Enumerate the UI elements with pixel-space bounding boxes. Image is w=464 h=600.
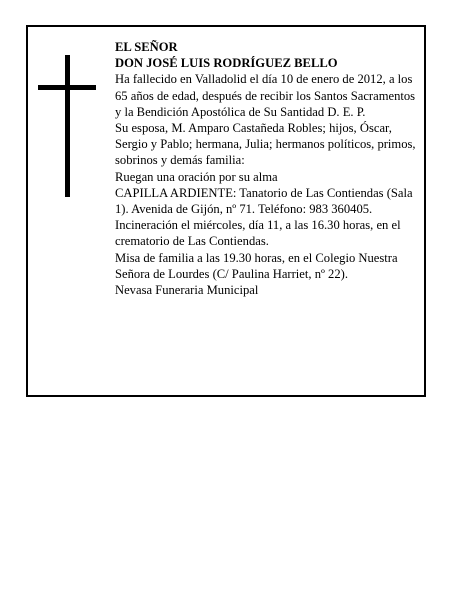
- prayer-request: Ruegan una oración por su alma: [115, 169, 278, 184]
- chapel-info: CAPILLA ARDIENTE: Tanatorio de Las Contiendas (Sala 1). Avenida de Gijón, nº 71. Teléfono: 983 360405.: [115, 185, 413, 217]
- obituary-text: [115, 39, 420, 298]
- mass-info: Misa de familia a las 19.30 horas, en el Colegio Nuestra Señora de Lourdes (C/ Paulina Harriet, nº 22).: [115, 250, 398, 281]
- latin-cross-icon: [38, 55, 96, 197]
- deceased-name: DON JOSÉ LUIS RODRÍGUEZ BELLO: [115, 56, 338, 71]
- cross-vertical-bar: [65, 55, 70, 197]
- cremation-info: Incineración el miércoles, día 11, a las 16.30 horas, en el crematorio de Las Contiendas.: [115, 218, 401, 249]
- death-announcement: Ha fallecido en Valladolid el día 10 de enero de 2012, a los 65 años de edad, después de recibir los Santos Sacramentos y la Bendición Apostólica de Su Santidad D. E. P.: [115, 72, 416, 119]
- heading-title: EL SEÑOR: [115, 40, 178, 54]
- family-list: Su esposa, M. Amparo Castañeda Robles; hijos, Óscar, Sergio y Pablo; hermana, Julia; hermanos políticos, primos, sobrinos y demás familia:: [115, 121, 416, 168]
- funeral-home: Nevasa Funeraria Municipal: [115, 283, 259, 298]
- cross-horizontal-bar: [38, 85, 96, 90]
